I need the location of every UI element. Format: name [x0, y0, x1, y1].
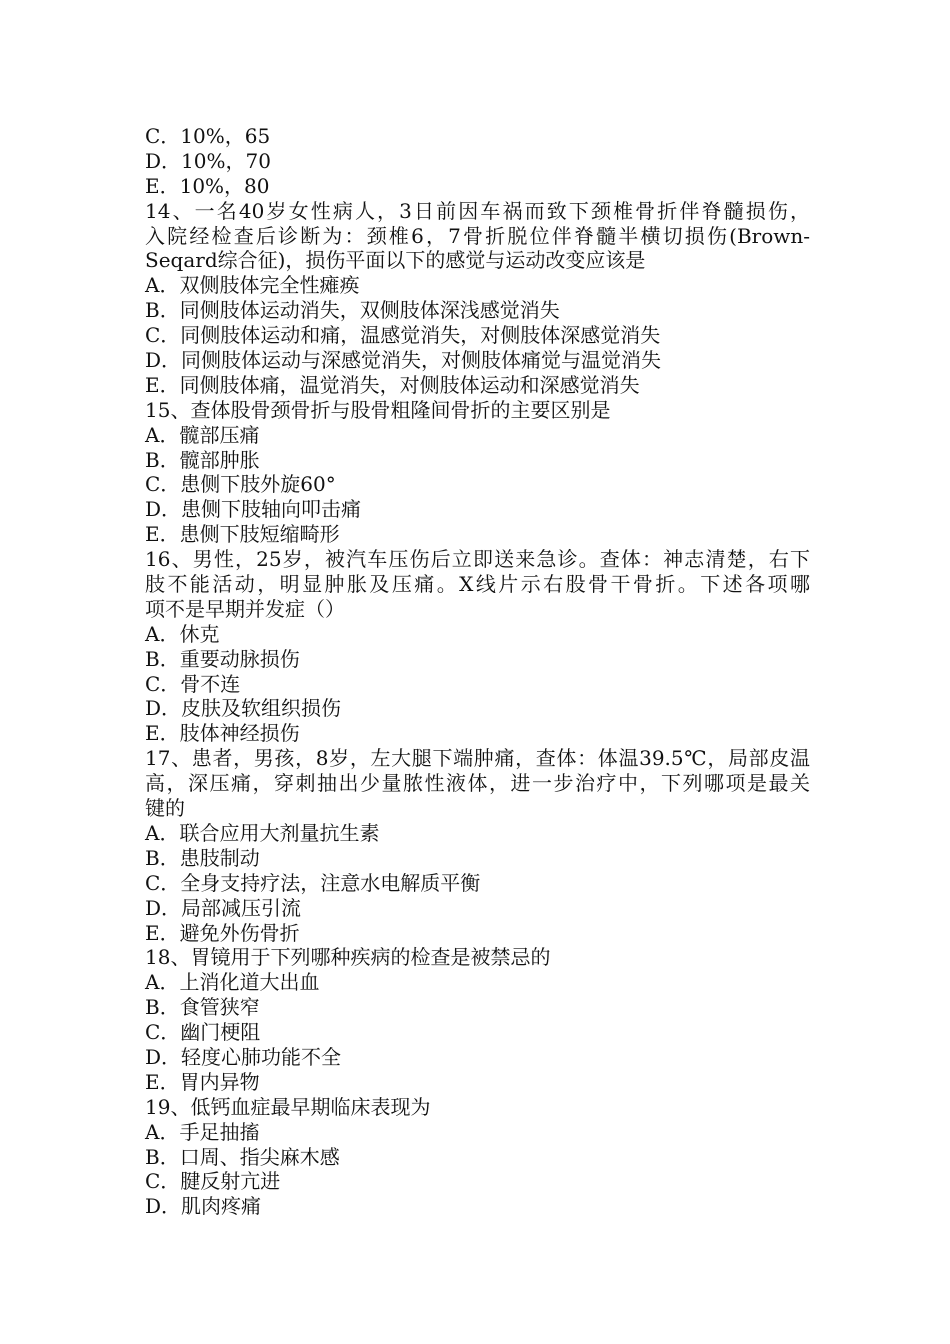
q16-stem-line-2: 肢不能活动，明显肿胀及压痛。X线片示右股骨干骨折。下述各项哪: [145, 572, 810, 597]
q15-option-b: B．髋部肿胀: [145, 447, 260, 472]
q19-option-b: B．口周、指尖麻木感: [145, 1144, 340, 1169]
q14-option-c: C．同侧肢体运动和痛，温感觉消失，对侧肢体深感觉消失: [145, 323, 661, 348]
q16-stem-line-1: 16、男性，25岁，被汽车压伤后立即送来急诊。查体：神志清楚，右下: [145, 547, 810, 572]
q16-stem: [145, 547, 810, 622]
q13-option-c: C．10%，65: [145, 124, 271, 148]
q17-option-b: B．患肢制动: [145, 845, 260, 870]
q13-option-e: E．10%，80: [145, 173, 270, 198]
q15-option-e: E．患侧下肢短缩畸形: [145, 522, 340, 547]
q14-option-b: B．同侧肢体运动消失，双侧肢体深浅感觉消失: [145, 298, 560, 323]
q17-option-c: C．全身支持疗法，注意水电解质平衡: [145, 870, 481, 895]
q14-stem-line-3: Seqard综合征)，损伤平面以下的感觉与运动改变应该是: [145, 248, 646, 273]
q16-option-d: D．皮肤及软组织损伤: [145, 696, 342, 721]
q15-option-a: A．髋部压痛: [145, 422, 260, 447]
q18-option-b: B．食管狭窄: [145, 995, 260, 1020]
q14-stem: [145, 199, 810, 274]
q15-stem: 15、查体股骨颈骨折与股骨粗隆间骨折的主要区别是: [145, 397, 611, 422]
q17-option-a: A．联合应用大剂量抗生素: [145, 820, 380, 845]
q18-option-d: D．轻度心肺功能不全: [145, 1044, 342, 1069]
q17-stem-line-2: 高，深压痛，穿刺抽出少量脓性液体，进一步治疗中，下列哪项是最关: [145, 771, 810, 796]
q18-stem: 18、胃镜用于下列哪种疾病的检查是被禁忌的: [145, 945, 551, 970]
q13-option-d: D．10%，70: [145, 148, 271, 173]
q19-option-d: D．肌肉疼痛: [145, 1194, 262, 1219]
q14-option-d: D．同侧肢体运动与深感觉消失，对侧肢体痛觉与温觉消失: [145, 348, 662, 373]
q15-option-c: C．患侧下肢外旋60°: [145, 472, 336, 497]
q14-option-a: A．双侧肢体完全性瘫痪: [145, 273, 360, 298]
q17-option-d: D．局部减压引流: [145, 895, 302, 920]
q15-option-d: D．患侧下肢轴向叩击痛: [145, 497, 362, 522]
q19-option-a: A．手足抽搐: [145, 1119, 260, 1144]
q19-stem: 19、低钙血症最早期临床表现为: [145, 1094, 431, 1119]
q17-option-e: E．避免外伤骨折: [145, 920, 300, 945]
q16-option-b: B．重要动脉损伤: [145, 646, 300, 671]
q16-option-a: A．休克: [145, 621, 220, 646]
q16-option-e: E．肢体神经损伤: [145, 721, 300, 746]
q18-option-e: E．胃内异物: [145, 1069, 260, 1094]
q16-stem-line-3: 项不是早期并发症（）: [145, 596, 345, 621]
q17-stem: [145, 746, 810, 821]
q17-stem-line-1: 17、患者，男孩，8岁，左大腿下端肿痛，查体：体温39.5℃，局部皮温: [145, 746, 810, 771]
document-page: [145, 124, 810, 1219]
q18-option-a: A．上消化道大出血: [145, 970, 320, 995]
q14-stem-line-1: 14、一名40岁女性病人，3日前因车祸而致下颈椎骨折伴脊髓损伤，: [145, 198, 810, 223]
q14-option-e: E．同侧肢体痛，温觉消失，对侧肢体运动和深感觉消失: [145, 372, 640, 397]
q18-option-c: C．幽门梗阻: [145, 1020, 261, 1045]
q19-option-c: C．腱反射亢进: [145, 1169, 281, 1194]
q14-stem-line-2: 入院经检查后诊断为：颈椎6，7骨折脱位伴脊髓半横切损伤(Brown-: [145, 223, 810, 248]
q17-stem-line-3: 键的: [145, 796, 185, 821]
q16-option-c: C．骨不连: [145, 671, 241, 696]
